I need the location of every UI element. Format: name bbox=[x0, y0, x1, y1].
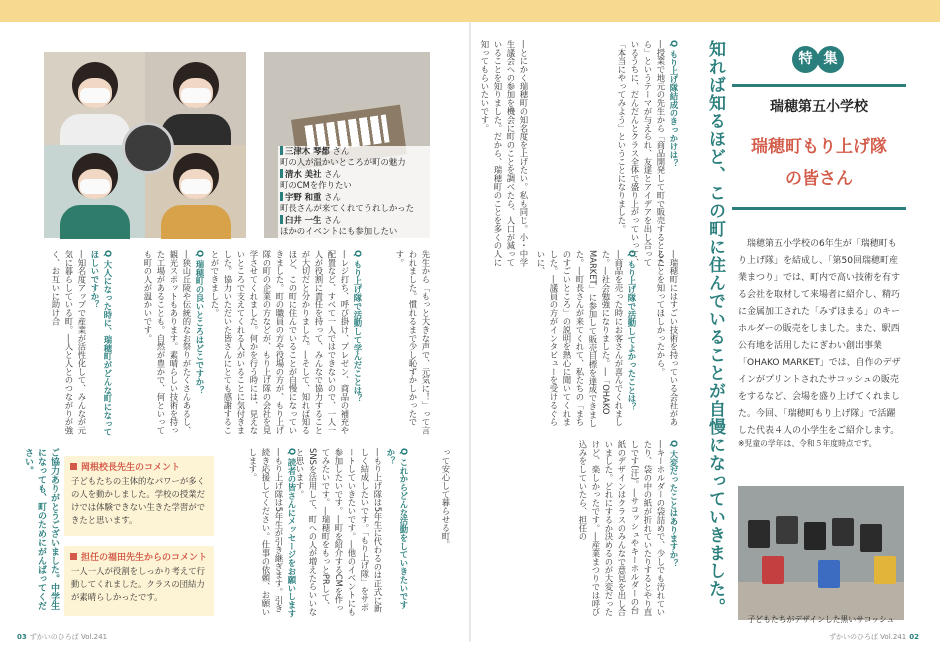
comment-text: 一人一人が役割をしっかり考えて行動してくれました。クラスの団結力が素晴らしかったです。 bbox=[71, 566, 205, 602]
feature-rule bbox=[732, 84, 906, 87]
article-column: って安心して暮らせる町。 bbox=[441, 448, 451, 549]
article-column: 先生から「もっと大きな声で、元気に！」って言われました。慣れるまで少し恥ずかしかったです。 bbox=[395, 250, 431, 435]
article-column: Q もり上げ隊結成のきっかけは？ ―授業で地元の先生から「商品開発して町で販売するとしたら」というテーマが与えられ、友達とアイデアを出し合っているうちに、だんだんとクラス全体で盛り上がっていって、「本当にやってみよう」ということになりました。 bbox=[617, 40, 679, 267]
principal-comment-box bbox=[64, 456, 214, 536]
sacoche-bag bbox=[776, 516, 798, 544]
article-column: Q 読者の皆さんにメッセージをお願いします ―もり上げ隊は5年生が引き継ぎます。引き続き応援してください。仕事の依頼、お願いします。 bbox=[248, 448, 297, 618]
student-mask bbox=[80, 88, 110, 103]
article-column: Q もり上げ隊で活動してよかったことは？ ―商品を売った時にお客さんが喜んでくれました。―社会勉強になりました。―「OHAKO MARKET」に参加して販売目標を達成できました。―町長さんが来てくれて、私たちの「まちのすごいところ」の説明を熱心に聞いてくれました。―議員の方がインタビューを受けるぐらいに、 bbox=[536, 250, 637, 428]
keychain-medal-icon bbox=[122, 122, 174, 174]
closing-message: ご協力ありがとうございました。中学生になっても、町のためにがんばってください。 bbox=[23, 448, 59, 610]
student-caption-name: 臼井 一生 さん bbox=[280, 215, 341, 225]
sacoche-bag bbox=[748, 520, 770, 548]
team-name-line: 瑞穂町もり上げ隊 bbox=[751, 137, 887, 157]
feature-rule bbox=[732, 207, 906, 210]
top-band bbox=[0, 0, 940, 22]
student-caption-desc: 町長さんが来てくれてうれしかった bbox=[280, 203, 414, 213]
comment-title: 岡根校長先生のコメント bbox=[64, 456, 214, 475]
sacoche-bag bbox=[804, 522, 826, 550]
article-column: Q 大人になった時に、瑞穂町がどんな町になってほしいですか？ ―知名度アップで産業が活性化して、みんなが元気に暮らしている町。―人と人とのつながりが強く、お互いに助け合 bbox=[51, 250, 113, 437]
student-caption-desc: 町の人が温かいところが町の魅力 bbox=[280, 157, 406, 167]
feature-lead: 瑞穂第五小学校の6年生が「瑞穂町もり上げ隊」を結成し、「第50回瑞穂町産業まつり」では、町内で高い技術を有する会社を取材して来場者に紹介し、精巧に金属加工された「みずほまる」のキーホルダーの販売をしました。また、駅西公有地を活用したにぎわい創出事業「OHAKO MARKET」では、自作のデザインがプリントされたサコッシュの販売をするなど、会場を盛り上げてくれました。今回、「瑞穂町もり上げ隊」で活躍した代表４人の小学生をご紹介します。 bbox=[738, 239, 901, 436]
square-marker-icon bbox=[70, 553, 77, 560]
article-column: ―瑞穂町にはすごい技術を持っている会社があることを知ってほしかったから。 bbox=[656, 250, 679, 427]
photo-caption: 子どもたちがデザインした黒いサコッシュ bbox=[747, 615, 895, 624]
caption-bar-icon bbox=[280, 169, 283, 178]
student-mask bbox=[181, 88, 211, 103]
student-caption-name: 清水 美社 さん bbox=[280, 169, 341, 179]
article-column: Q 瑞穂町の良いところはどこですか？ ―狭山丘陵や伝統的なお祭りがたくさんあるし、観光スポットもあります。素晴らしい技術を持った工場があることも。自然が豊かで、何といっても町の人が温かいです。 bbox=[143, 250, 205, 435]
photo-students-collage bbox=[44, 52, 246, 238]
feature-note: ※児童の学年は、令和５年度時点です。 bbox=[738, 439, 877, 448]
badge-circle: 集 bbox=[817, 46, 844, 73]
student-shirt bbox=[161, 205, 231, 239]
footer-right: ずかいのひろば Vol.241 02 bbox=[828, 633, 919, 641]
article-column: Q もり上げ隊で活動して学んだことは？ ―レジ打ち、呼び掛け、プレゼン、商品の補充や配置など、すべて一人ではできないので、一人一人が役割に責任を持って、みんなで協力することが大切だと分かりました。―そして、知れば知るほど、この町に住んでいることが自慢になっていきました。町の職員の方や役場の方が、もり上げ隊の町の企業の方などが、もり上げ隊の会社を見学させてくれました。何かを行う時には、見えないところで支えてくれる人がいることに気付きました。協力いただいた皆さんにとても感謝することができました。 bbox=[210, 250, 363, 435]
sacoche-bag bbox=[832, 518, 854, 546]
footer-left: 03 ずかいのひろば Vol.241 bbox=[17, 633, 108, 641]
square-marker-icon bbox=[70, 463, 77, 470]
article-column: Q 大変だったことはありますか？ ―キーホルダーの袋詰めで、少しでも汚れていたり、袋の中の紙が折れていたりするとやり直しです(汗)。―サコッシュやキーホルダーの台紙のデザインはクラスのみんなで意見を出し合いました。どれにするか決めるのが大変だったけど、楽しかったです。―産業まつりでは呼び込みをしていたら、担任の bbox=[578, 440, 679, 617]
team-name-line: の皆さん bbox=[785, 169, 853, 189]
photo-sacoche-display bbox=[738, 486, 904, 620]
student-caption-desc: ほかのイベントにも参加したい bbox=[280, 226, 398, 236]
student-caption-name: 三津木 琴都 さん bbox=[280, 146, 349, 156]
caption-bar-icon bbox=[280, 215, 283, 224]
feature-badge bbox=[792, 46, 844, 76]
comment-text: 子どもたちの主体的なパワーが多くの人を動かしました。学校の授業だけでは体験できない生きた学習ができたと思います。 bbox=[71, 476, 205, 525]
badge-circle: 特 bbox=[792, 46, 819, 73]
school-name: 瑞穂第五小学校 bbox=[770, 99, 868, 115]
student-caption-name: 宇野 和重 さん bbox=[280, 192, 341, 202]
design-poster bbox=[818, 560, 840, 588]
design-poster bbox=[762, 556, 784, 584]
student-mask bbox=[80, 179, 110, 194]
student-caption-desc: 町のCMを作りたい bbox=[280, 180, 352, 190]
caption-bar-icon bbox=[280, 146, 283, 155]
caption-bar-icon bbox=[280, 192, 283, 201]
comment-title: 担任の福田先生からのコメント bbox=[64, 546, 214, 565]
design-poster bbox=[874, 556, 896, 584]
sacoche-bag bbox=[860, 524, 882, 552]
teacher-comment-box bbox=[64, 546, 214, 616]
student-shirt bbox=[60, 205, 130, 239]
article-column: Q これからどんな活動をしていきたいですか？ ―もり上げ隊は5年生に代わるのは正式に新しく結成したいです。「もり上げ隊」をサポートしていきたいです。―他のイベントにも参加したいです。―町を紹介するCMを作ってみたいです。―瑞穂町をもっとPRして、SNSを活用して、町への人が増えたらいいなと思います。 bbox=[295, 448, 409, 616]
article-column: ―とにかく瑞穂町の知名度を上げたい。私も同じ。小・中学生議会への参加を機会に町のことを調べたら、人口が減っていることを知りました。だから、瑞穂町のことを多くの人に知ってもらいたいです。 bbox=[480, 40, 529, 267]
article-headline: 知れば知るほど、この町に住んでいることが自慢になっていきました。 bbox=[705, 40, 725, 616]
student-shirt bbox=[60, 114, 130, 148]
student-mask bbox=[181, 179, 211, 194]
